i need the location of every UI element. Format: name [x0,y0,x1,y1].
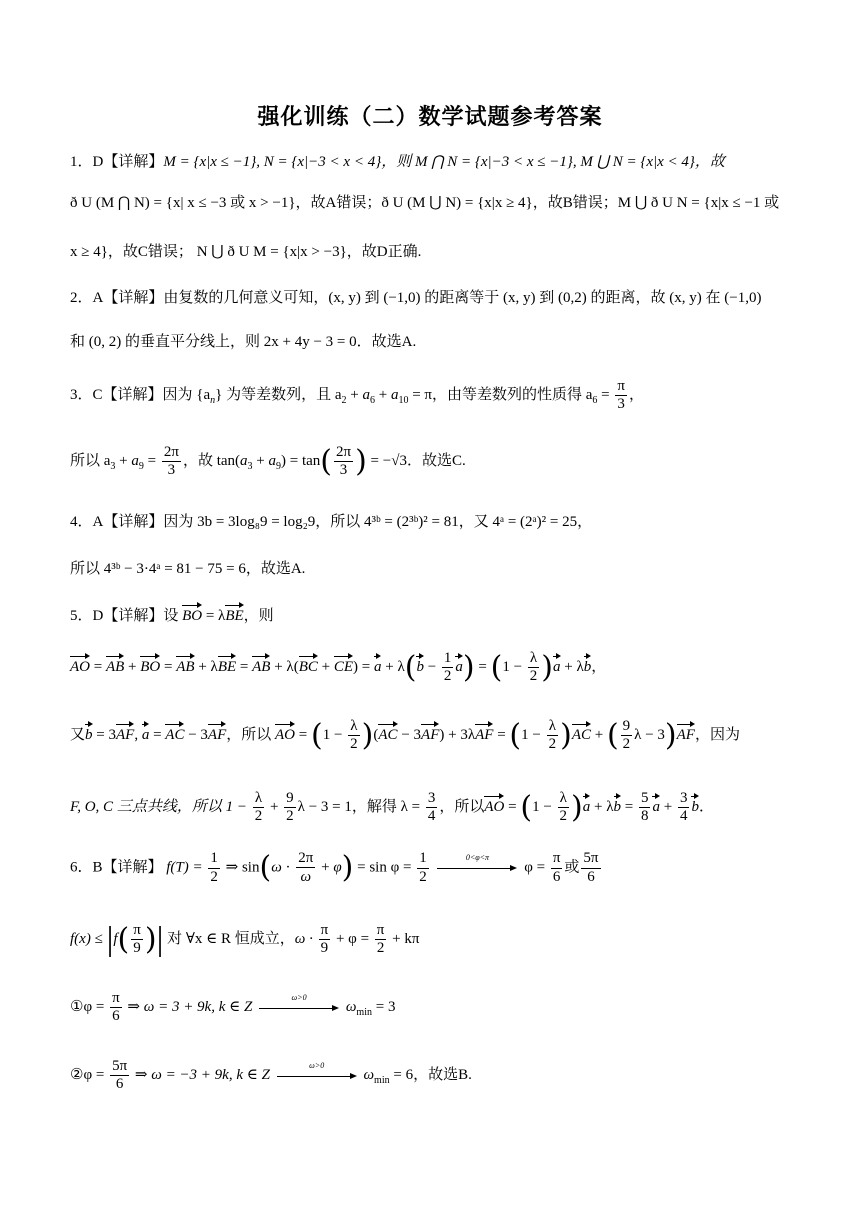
q4-line-1: 4．A【详解】因为 3b = 3log₈9 = log₂9，所以 4³ᵇ = (2³ᵇ)² = 81，又 4ᵃ = (2ᵃ)² = 25， [70,514,593,530]
page-title: 强化训练（二）数学试题参考答案 [257,105,603,130]
q1-line-1: 1．D【详解】M = {x|x ≤ −1}, N = {x|−3 < x < 4}，则 M ⋂ N = {x|−3 < x ≤ −1}, M ⋃ N = {x|x < 4}，故 [70,152,725,170]
implies-arrow-omega-positive: ω>0 [259,1001,339,1015]
q5-line-1: 5．D【详解】设 BO = λBE，则 [70,605,790,625]
q4-line-2: 所以 4³ᵇ − 3·4ᵃ = 81 − 75 = 6，故选A. [70,561,306,577]
q3-line-2: 所以 $a_3 + a_9$ = $\frac{2\pi}{3}$ ，故 $\tan(a_3 + a_9) = \tan$( $\frac{2\pi}{3}$ ) = −√3．故选C. [70,443,466,479]
q6-line-2: f(x) ≤ |f( $\frac{\pi}{9}$ )| 对 ∀x ∈ R 恒成立，ω · $\frac{\pi}{9}$ + φ = $\frac{\pi}{2}$ + kπ [70,920,420,958]
q2-line-1: 2．A【详解】由复数的几何意义可知，(x, y) 到 (−1,0) 的距离等于 (x, y) 到 (0,2) 的距离，故 (x, y) 在 (−1,0) [70,288,762,306]
implies-arrow-omega-positive-2: ω>0 [277,1069,357,1083]
q6-line-1: 6．B【详解】 f(T) = $\frac{1}{2}$ ⇒ sin(ω · $\frac{2\pi}{\omega} + \varphi) = \sin \varphi$ = $\frac{1}{2}$ 0<φ<π φ = $\frac{\pi}{6}$ 或 $\frac{5\pi}{6}$ [70,850,599,886]
q1-line-2: ð U (M ⋂ N) = {x| x ≤ −3 或 x > −1}，故A错误；ð U (M ⋃ N) = {x|x ≥ 4}，故B错误；M ⋃ ð U N = {x|x ≤ −1 或 [70,195,780,211]
implies-arrow-condition: 0<φ<π [437,861,517,875]
q6-line-4: ②φ = $\frac{5\pi}{6}$ ⇒ ω = −3 + 9k, k ∈ Z ω>0 $\omega_{min} = 6$，故选B. [70,1058,472,1093]
q2-line-2: 和 (0, 2) 的垂直平分线上，则 2x + 4y − 3 = 0．故选A. [70,334,417,350]
q3-line-1: 3．C【详解】因为 $\{a_n\}$ 为等差数列，且 $a_2 + a_6 + a_{10} = \pi$，由等差数列的性质得 $a_6$ = $\frac{\pi}{3}$ ， [70,378,644,413]
q1-line-3: x ≥ 4}，故C错误； N ⋃ ð U M = {x|x > −3}，故D正确. [70,244,422,260]
q6-line-3: ①φ = $\frac{\pi}{6}$ ⇒ ω = 3 + 9k, k ∈ Z ω>0 $\omega_{min} = 3$ [70,990,396,1025]
q5-line-3: 又b = 3AF, a = AC − 3AF，所以 AO = (1 − $\frac{\lambda}{2}$ )(AC − 3AF) + 3λAF = (1 − $\frac{\lambda}{2}$ )AC + ( $\frac{9}{2}$ λ − 3)AF，因为 [70,717,740,753]
q5-line-2: AO = AB + BO = AB + λBE = AB + λ(BC + CE) = a + λ(b − $\frac{1}{2}$ a) = (1 − $\frac{\lambda}{2}$ )a + λb， [70,649,607,685]
frac-pi-over-3: $\frac{\pi}{3}$ [617,378,625,413]
q5-line-4: F, O, C 三点共线，所以 1 − $\frac{\lambda}{2}$ + $\frac{9}{2}$ λ − 3 = 1，解得 λ = $\frac{3}{4}$ ，所以AO = (1 − $\frac{\lambda}{2}$ )a + λb = $\frac{5}{8}$ a + $\frac{3}{4}$ b． [70,789,714,825]
